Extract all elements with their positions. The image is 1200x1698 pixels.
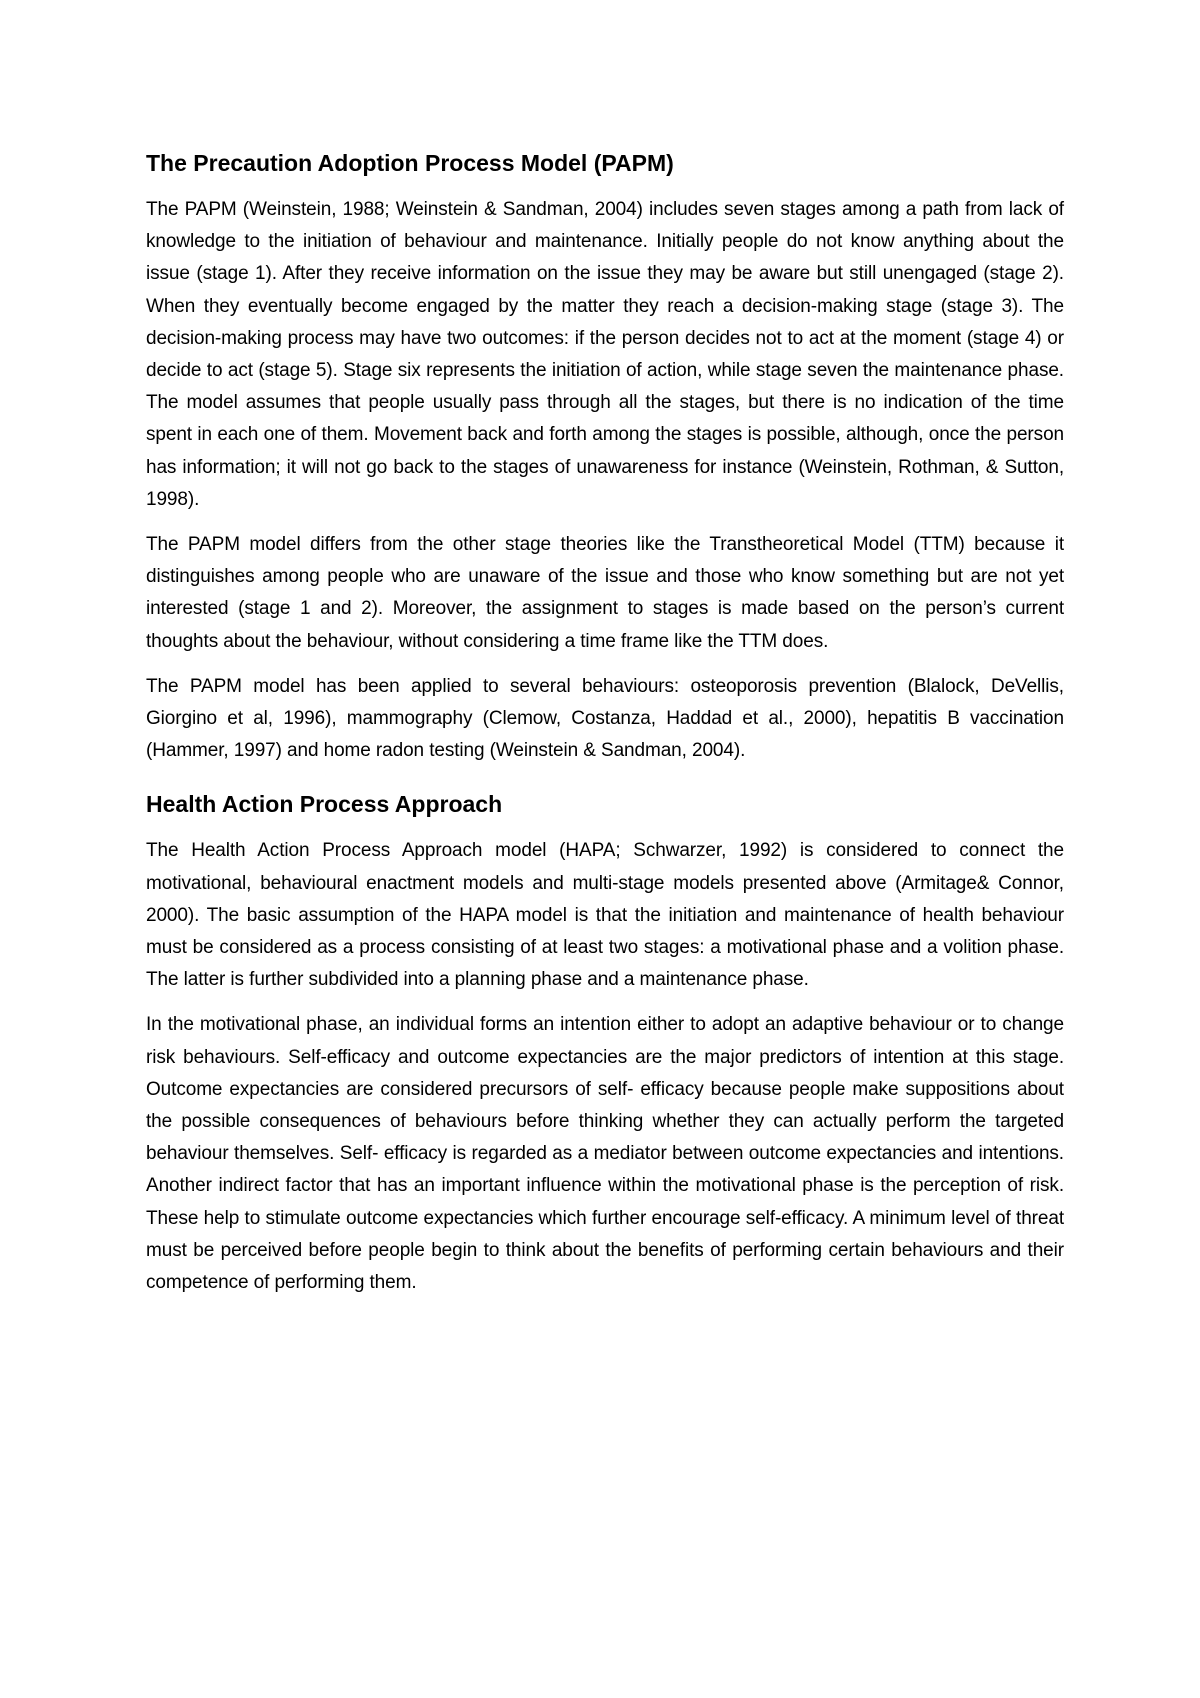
papm-paragraph-differences: The PAPM model differs from the other stage theories like the Transtheoretical Model (TTM) because it distinguishes among people who are unaware of the issue and those who know something but are not yet interested (stage 1 and 2). Moreover, the assignment to stages is made based on the person’s current thoughts about the behaviour, without considering a time frame like the TTM does.	[146, 534, 1064, 652]
section-heading-hapa: Health Action Process Approach	[146, 791, 503, 818]
papm-paragraph-applications: The PAPM model has been applied to several behaviours: osteoporosis prevention (Blalock, DeVellis, Giorgino et al, 1996), mammography (Clemow, Costanza, Haddad et al., 2000), hepatitis B vaccination (Hammer, 1997) and home radon testing (Weinstein & Sandman, 2004).	[146, 675, 1064, 762]
papm-paragraph-stages: The PAPM (Weinstein, 1988; Weinstein & Sandman, 2004) includes seven stages among a path from lack of knowledge to the initiation of behaviour and maintenance. Initially people do not know anything about the issue (stage 1). After they receive information on the issue they may be aware but still unengaged (stage 2). When they eventually become engaged by the matter they reach a decision-making stage (stage 3). The decision-making process may have two outcomes: if the person decides not to act at the moment (stage 4) or decide to act (stage 5). Stage six represents the initiation of action, while stage seven the maintenance phase. The model assumes that people usually pass through all the stages, but there is no indication of the time spent in each one of them. Movement back and forth among the stages is possible, although, once the person has information; it will not go back to the stages of unawareness for instance (Weinstein, Rothman, & Sutton, 1998).	[146, 199, 1064, 510]
hapa-paragraph-intro: The Health Action Process Approach model (HAPA; Schwarzer, 1992) is considered to connect the motivational, behavioural enactment models and multi-stage models presented above (Armitage& Connor, 2000). The basic assumption of the HAPA model is that the initiation and maintenance of health behaviour must be considered as a process consisting of at least two stages: a motivational phase and a volition phase. The latter is further subdivided into a planning phase and a maintenance phase.	[146, 840, 1064, 991]
section-heading-papm: The Precaution Adoption Process Model (PAPM)	[146, 150, 674, 176]
document-page	[146, 148, 1064, 1312]
hapa-paragraph-motivational-phase: In the motivational phase, an individual forms an intention either to adopt an adaptive behaviour or to change risk behaviours. Self-efficacy and outcome expectancies are the major predictors of intention at this stage. Outcome expectancies are considered precursors of self- efficacy because people make suppositions about the possible consequences of behaviours before thinking whether they can actually perform the targeted behaviour themselves. Self- efficacy is regarded as a mediator between outcome expectancies and intentions. Another indirect factor that has an important influence within the motivational phase is the perception of risk. These help to stimulate outcome expectancies which further encourage self-efficacy. A minimum level of threat must be perceived before people begin to think about the benefits of performing certain behaviours and their competence of performing them.	[146, 1014, 1064, 1294]
